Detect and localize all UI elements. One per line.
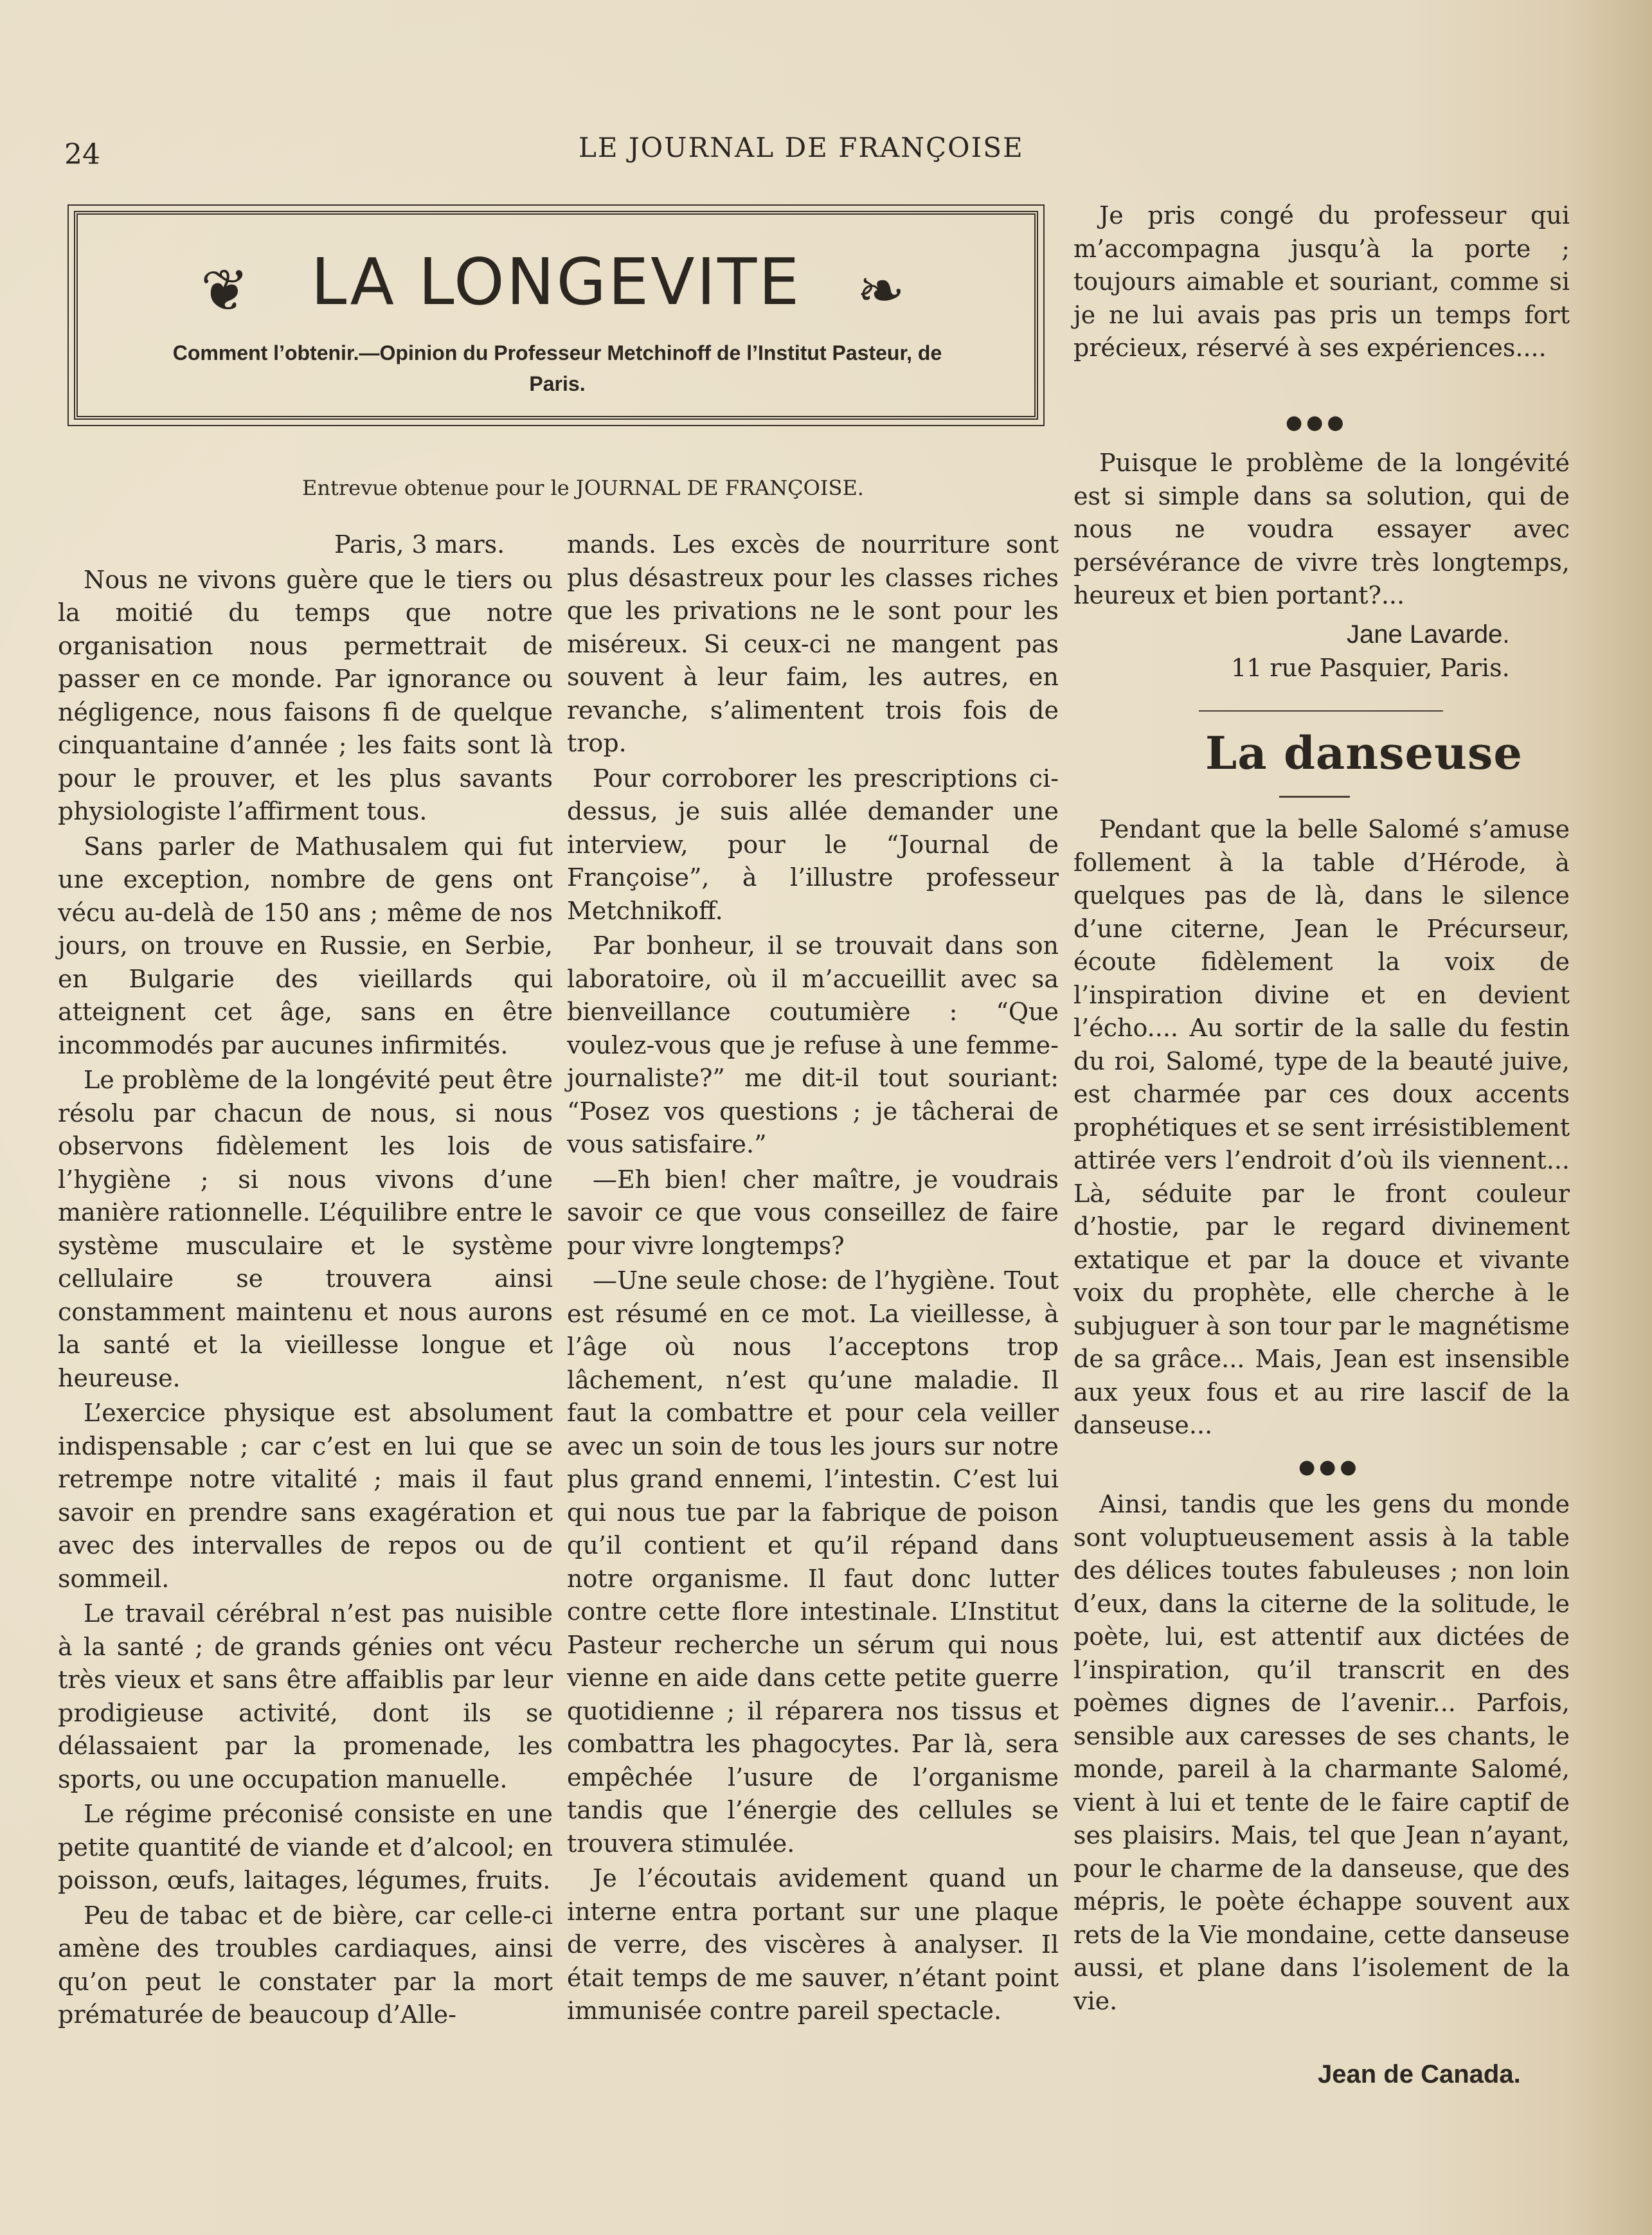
paragraph: Pour corroborer les prescriptions ci-dessus, je suis allée demander une interview, pour le “Journal de Françoise”, à l’illustre professeur Metchnikoff. xyxy=(567,764,1059,925)
paragraph: Peu de tabac et de bière, car celle-ci amène des troubles cardiaques, ainsi qu’on peut le constater par la mort prématurée de beaucoup d’Alle- xyxy=(58,1901,553,2029)
separator-dots: ●●● xyxy=(1298,1456,1361,1478)
article-title-frame xyxy=(67,204,1045,426)
column-right-conclusion xyxy=(1073,447,1570,615)
dateline: Paris, 3 mars. xyxy=(334,530,505,559)
paragraph: mands. Les excès de nourriture sont plus désastreux pour les classes riches que les privations ne le sont pour les miséreux. Si ceux-ci ne mangent pas souvent à leur faim, les autres, en revanche, s’alimentent trois fois de trop. xyxy=(567,530,1059,757)
paragraph: Sans parler de Mathusalem qui fut une exception, nombre de gens ont vécu au-delà de 150 ans ; même de nos jours, on trouve en Russie, en Serbie, en Bulgarie des vieillards qui atteignent cet âge, sans en être incommodés par aucunes infirmités. xyxy=(58,832,553,1059)
article-subtitle: Comment l’obtenir.—Opinion du Professeur Metchinoff de l’Institut Pasteur, de Paris. xyxy=(172,341,942,395)
fleuron-right-icon: ❧ xyxy=(856,257,905,325)
paragraph: Le régime préconisé consiste en une petite quantité de viande et d’alcool; en poisson, œufs, laitages, légumes, fruits. xyxy=(58,1800,553,1894)
paragraph: Pendant que la belle Salomé s’amuse follement à la table d’Hérode, à quelques pas de là, dans le silence d’une citerne, Jean le Précurseur, écoute fidèlement la voix de l’inspiration divine et en devient l’écho.... Au sortir de la salle du festin du roi, Salomé, type de la beauté juive, est charmée par ces doux accents prophétiques et se sent irrésistiblement attirée vers l’endroit d’où ils viennent... Là, séduite par le front couleur d’hostie, par le regard divinement extatique et par la douce et vivante voix du prophète, elle cherche à le subjuguer à son tour par le magnétisme de sa grâce... Mais, Jean est insensible aux yeux fous et au rire lascif de la danseuse... xyxy=(1073,815,1570,1439)
author-signature: Jane Lavarde. xyxy=(1347,620,1510,649)
page-number: 24 xyxy=(64,138,100,171)
article2-signature: Jean de Canada. xyxy=(1318,2060,1521,2088)
paragraph: L’exercice physique est absolument indispensable ; car c’est en lui que se retrempe notre vitalité ; mais il faut savoir en prendre sans exagération et avec des intervalles de repos ou de sommeil. xyxy=(58,1399,553,1593)
divider-rule xyxy=(1199,710,1443,712)
article2-title: La danseuse xyxy=(1205,726,1523,780)
paragraph: Le travail cérébral n’est pas nuisible à la santé ; de grands génies ont vécu très vieux et sans être affaiblis par leur prodigieuse activité, dont ils se délassaient par la promenade, les sports, ou une occupation manuelle. xyxy=(58,1599,553,1793)
column-left xyxy=(58,528,553,2034)
title-underline xyxy=(1279,796,1350,798)
paragraph: Le problème de la longévité peut être résolu par chacun de nous, si nous observons fidèlement les lois de l’hygiène ; si nous vivons d’une manière rationnelle. L’équilibre entre le système musculaire et le système cellulaire se trouvera ainsi constamment maintenu et nous aurons la santé et la vieillesse longue et heureuse. xyxy=(58,1066,553,1392)
article-title: LA LONGEVITE xyxy=(310,244,802,319)
paragraph: Par bonheur, il se trouvait dans son laboratoire, où il m’accueillit avec sa bienveillance coutumière : “Que voulez-vous que je refuse à une femme-journaliste?” me dit-il tout souriant: “Posez vos questions ; je tâcherai de vous satisfaire.” xyxy=(567,931,1059,1158)
paragraph: Ainsi, tandis que les gens du monde sont voluptueusement assis à la table des délices toutes fabuleuses ; non loin d’eux, dans la citerne de la solitude, le poète, lui, est attentif aux dictées de l’inspiration, qu’il transcrit en des poèmes dignes de l’avenir... Parfois, sensible aux caresses de ses chants, le monde, pareil à la charmante Salomé, vient à lui et tente de le faire captif de ses plaisirs. Mais, tel que Jean n’ayant, pour le charme de la danseuse, que des mépris, le poète échappe souvent aux rets de la Vie mondaine, cette danseuse aussi, et plane dans l’isolement de la vie. xyxy=(1073,1490,1570,2015)
journal-title: LE JOURNAL DE FRANÇOISE xyxy=(579,132,1024,163)
paragraph: Je pris congé du professeur qui m’accompagna jusqu’à la porte ; toujours aimable et souriant, comme si je ne lui avais pas pris un temps fort précieux, réservé à ses expériences.... xyxy=(1073,201,1570,362)
paragraph: Nous ne vivons guère que le tiers ou la moitié du temps que notre organisation nous permettrait de passer en ce monde. Par ignorance ou négligence, nous faisons fi de quelque cinquantaine d’année ; les faits sont là pour le prouver, et les plus savants physiologiste l’affirment tous. xyxy=(58,565,553,825)
column-right-top xyxy=(1073,199,1570,367)
author-address: 11 rue Pasquier, Paris. xyxy=(1231,654,1510,682)
fleuron-left-icon: ❦ xyxy=(201,257,249,325)
article2-body-continued xyxy=(1073,1488,1570,2020)
article2-body xyxy=(1073,813,1570,1444)
paragraph: —Une seule chose: de l’hygiène. Tout est résumé en ce mot. La vieillesse, à l’âge où nous l’acceptons trop lâchement, n’est qu’une maladie. Il faut la combattre et pour cela veiller avec un soin de tous les jours sur notre plus grand ennemi, l’intestin. C’est lui qui nous tue par la fabrique de poison qu’il contient et qu’il répand dans notre organisme. Il faut donc lutter contre cette flore intestinale. L’Institut Pasteur recherche un sérum qui nous vienne en aide dans cette petite guerre quotidienne ; il réparera nos tissus et combattra les phagocytes. Par là, sera empêchée l’usure de l’organisme tandis que l’énergie des cellules se trouvera stimulée. xyxy=(567,1266,1059,1858)
paragraph: —Eh bien! cher maître, je voudrais savoir ce que vous conseillez de faire pour vivre longtemps? xyxy=(567,1165,1059,1260)
column-middle xyxy=(567,528,1059,2030)
interview-credit: Entrevue obtenue pour le JOURNAL DE FRANÇOISE. xyxy=(302,476,864,500)
separator-dots: ●●● xyxy=(1286,411,1348,434)
paragraph: Je l’écoutais avidement quand un interne entra portant sur une plaque de verre, des viscères à analyser. Il était temps de me sauver, n’étant point immunisée contre pareil spectacle. xyxy=(567,1864,1059,2025)
paragraph: Puisque le problème de la longévité est si simple dans sa solution, qui de nous ne voudra essayer avec persévérance de vivre très longtemps, heureux et bien portant?... xyxy=(1073,449,1570,609)
